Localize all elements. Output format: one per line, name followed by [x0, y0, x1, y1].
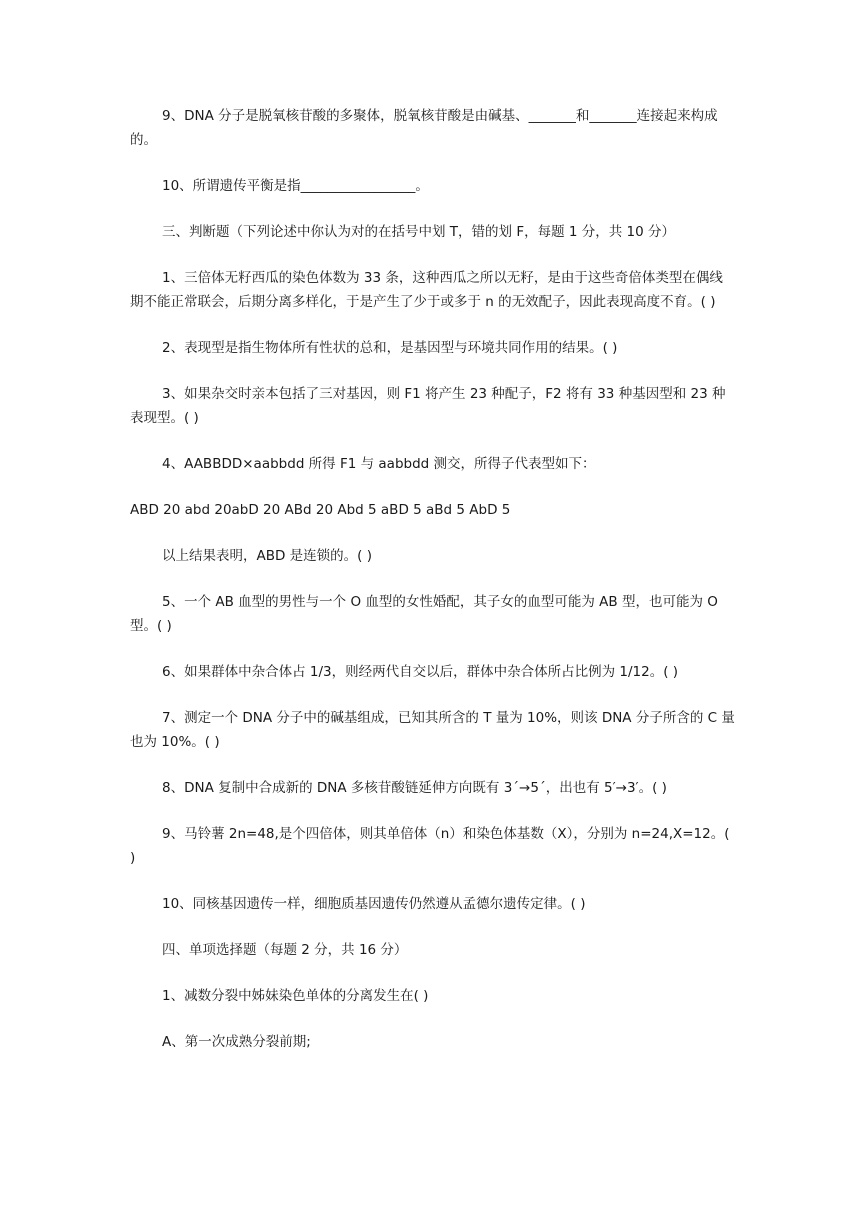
question-tf-1: 1、三倍体无籽西瓜的染色体数为 33 条，这种西瓜之所以无籽，是由于这些奇倍体类型在偶线期不能正常联会，后期分离多样化，于是产生了少于或多于 n 的无效配子，因此表现高度不育。( ): [130, 270, 723, 310]
question-tf-3: 3、如果杂交时亲本包括了三对基因，则 F1 将产生 23 种配子，F2 将有 33 种基因型和 23 种表现型。( ): [130, 386, 726, 426]
question-tf-2: 2、表现型是指生物体所有性状的总和，是基因型与环境共同作用的结果。( ): [162, 340, 618, 356]
question-choice-1-option-a: A、第一次成熟分裂前期;: [162, 1034, 311, 1050]
question-tf-5: 5、一个 AB 血型的男性与一个 O 血型的女性婚配，其子女的血型可能为 AB 型，也可能为 O 型。( ): [130, 594, 718, 634]
section-heading-true-false: 三、判断题（下列论述中你认为对的在括号中划 T，错的划 F，每题 1 分，共 10 分）: [162, 224, 676, 240]
question-tf-4: 4、AABBDD×aabbdd 所得 F1 与 aabbdd 测交，所得子代表型如下：: [162, 456, 596, 472]
question-tf-4-data: ABD 20 abd 20abD 20 ABd 20 Abd 5 aBD 5 aBd 5 AbD 5: [130, 502, 511, 518]
question-tf-10: 10、同核基因遗传一样，细胞质基因遗传仍然遵从孟德尔遗传定律。( ): [162, 896, 586, 912]
question-tf-9: 9、马铃薯 2n=48,是个四倍体，则其单倍体（n）和染色体基数（X），分别为 n=24,X=12。( ): [130, 826, 730, 866]
question-tf-8: 8、DNA 复制中合成新的 DNA 多核苷酸链延伸方向既有 3ˊ→5ˊ，出也有 5′→3′。( ): [162, 780, 667, 796]
question-tf-6: 6、如果群体中杂合体占 1/3，则经两代自交以后，群体中杂合体所占比例为 1/12。( ): [162, 664, 679, 680]
question-choice-1: 1、减数分裂中姊妹染色单体的分离发生在( ): [162, 988, 429, 1004]
question-tf-7: 7、测定一个 DNA 分子中的碱基组成，已知其所含的 T 量为 10%，则该 DNA 分子所含的 C 量也为 10%。( ): [130, 710, 735, 750]
section-heading-single-choice: 四、单项选择题（每题 2 分，共 16 分）: [162, 942, 408, 958]
document-body: [130, 104, 736, 1076]
question-tf-4-conclusion: 以上结果表明，ABD 是连锁的。( ): [162, 548, 373, 564]
question-fill-10: 10、所谓遗传平衡是指_________________。: [162, 178, 429, 194]
question-fill-9: 9、DNA 分子是脱氧核苷酸的多聚体，脱氧核苷酸是由碱基、_______和_______连接起来构成的。: [130, 108, 718, 148]
